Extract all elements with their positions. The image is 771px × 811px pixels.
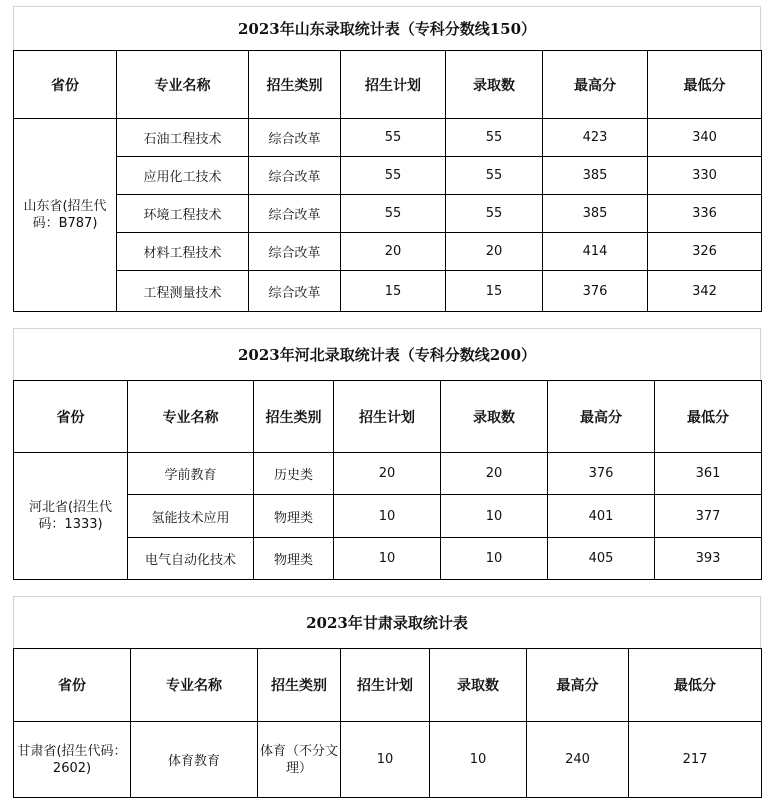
- category-cell: 体育（不分文理）: [258, 722, 341, 798]
- min-score-cell: 377: [655, 495, 762, 538]
- header-major: 专业名称: [131, 649, 258, 722]
- max-score-cell: 414: [543, 233, 648, 271]
- province-cell: 甘肃省(招生代码：2602): [14, 722, 131, 798]
- plan-cell: 20: [334, 453, 441, 495]
- header-province: 省份: [14, 381, 128, 453]
- major-cell: 材料工程技术: [117, 233, 249, 271]
- max-score-cell: 423: [543, 119, 648, 157]
- header-category: 招生类别: [258, 649, 341, 722]
- admitted-cell: 10: [430, 722, 527, 798]
- header-province: 省份: [14, 649, 131, 722]
- table-row: [14, 157, 762, 195]
- header-category: 招生类别: [249, 51, 341, 119]
- max-score-cell: 385: [543, 157, 648, 195]
- table-row: [14, 119, 762, 157]
- header-max: 最高分: [548, 381, 655, 453]
- header-max: 最高分: [527, 649, 629, 722]
- header-max: 最高分: [543, 51, 648, 119]
- header-admitted: 录取数: [446, 51, 543, 119]
- admitted-cell: 55: [446, 195, 543, 233]
- major-cell: 工程测量技术: [117, 271, 249, 312]
- header-major: 专业名称: [128, 381, 254, 453]
- table-row: [14, 233, 762, 271]
- min-score-cell: 342: [648, 271, 762, 312]
- header-plan: 招生计划: [341, 649, 430, 722]
- header-min: 最低分: [629, 649, 762, 722]
- major-cell: 学前教育: [128, 453, 254, 495]
- table-row: [14, 271, 762, 312]
- category-cell: 物理类: [254, 495, 334, 538]
- gansu-section: [13, 596, 761, 798]
- shandong-table: [13, 50, 762, 312]
- header-row: [14, 51, 762, 119]
- table-row: [14, 722, 762, 798]
- plan-cell: 20: [341, 233, 446, 271]
- max-score-cell: 240: [527, 722, 629, 798]
- min-score-cell: 361: [655, 453, 762, 495]
- plan-cell: 55: [341, 119, 446, 157]
- category-cell: 物理类: [254, 538, 334, 580]
- table-row: [14, 453, 762, 495]
- header-category: 招生类别: [254, 381, 334, 453]
- admitted-cell: 10: [441, 538, 548, 580]
- category-cell: 综合改革: [249, 233, 341, 271]
- category-cell: 综合改革: [249, 119, 341, 157]
- header-plan: 招生计划: [341, 51, 446, 119]
- header-row: [14, 649, 762, 722]
- min-score-cell: 393: [655, 538, 762, 580]
- min-score-cell: 336: [648, 195, 762, 233]
- plan-cell: 55: [341, 195, 446, 233]
- shandong-title: 2023年山东录取统计表（专科分数线150）: [13, 6, 761, 50]
- plan-cell: 10: [334, 538, 441, 580]
- admitted-cell: 15: [446, 271, 543, 312]
- min-score-cell: 326: [648, 233, 762, 271]
- major-cell: 石油工程技术: [117, 119, 249, 157]
- major-cell: 环境工程技术: [117, 195, 249, 233]
- admitted-cell: 55: [446, 119, 543, 157]
- shandong-section: [13, 6, 761, 312]
- max-score-cell: 376: [548, 453, 655, 495]
- header-row: [14, 381, 762, 453]
- plan-cell: 55: [341, 157, 446, 195]
- admitted-cell: 20: [441, 453, 548, 495]
- plan-cell: 10: [334, 495, 441, 538]
- plan-cell: 10: [341, 722, 430, 798]
- category-cell: 综合改革: [249, 195, 341, 233]
- major-cell: 应用化工技术: [117, 157, 249, 195]
- max-score-cell: 385: [543, 195, 648, 233]
- category-cell: 历史类: [254, 453, 334, 495]
- table-row: [14, 195, 762, 233]
- header-major: 专业名称: [117, 51, 249, 119]
- min-score-cell: 340: [648, 119, 762, 157]
- major-cell: 氢能技术应用: [128, 495, 254, 538]
- header-min: 最低分: [655, 381, 762, 453]
- province-cell: 河北省(招生代码：1333): [14, 453, 128, 580]
- category-cell: 综合改革: [249, 271, 341, 312]
- gansu-title: 2023年甘肃录取统计表: [13, 596, 761, 648]
- plan-cell: 15: [341, 271, 446, 312]
- min-score-cell: 217: [629, 722, 762, 798]
- category-cell: 综合改革: [249, 157, 341, 195]
- hebei-title: 2023年河北录取统计表（专科分数线200）: [13, 328, 761, 380]
- admitted-cell: 10: [441, 495, 548, 538]
- header-min: 最低分: [648, 51, 762, 119]
- max-score-cell: 401: [548, 495, 655, 538]
- min-score-cell: 330: [648, 157, 762, 195]
- admitted-cell: 55: [446, 157, 543, 195]
- max-score-cell: 376: [543, 271, 648, 312]
- province-cell: 山东省(招生代码：B787): [14, 119, 117, 312]
- header-admitted: 录取数: [441, 381, 548, 453]
- header-admitted: 录取数: [430, 649, 527, 722]
- hebei-section: [13, 328, 761, 580]
- hebei-table: [13, 380, 762, 580]
- gansu-table: [13, 648, 762, 798]
- header-province: 省份: [14, 51, 117, 119]
- admitted-cell: 20: [446, 233, 543, 271]
- header-plan: 招生计划: [334, 381, 441, 453]
- max-score-cell: 405: [548, 538, 655, 580]
- major-cell: 体育教育: [131, 722, 258, 798]
- major-cell: 电气自动化技术: [128, 538, 254, 580]
